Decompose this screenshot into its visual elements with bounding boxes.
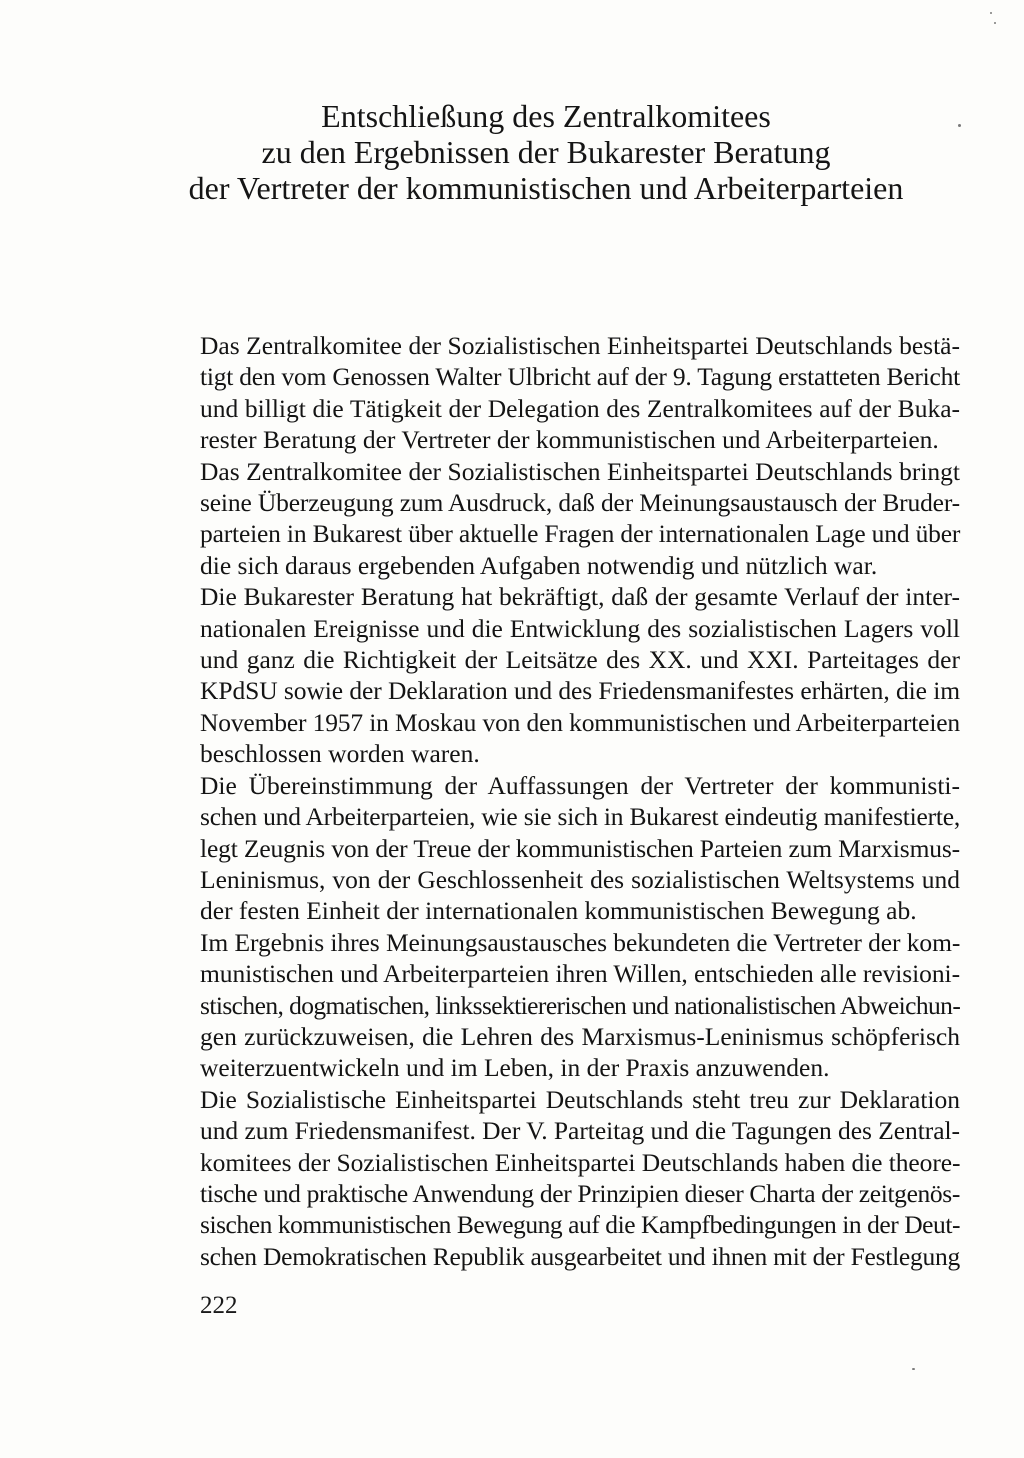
text-line: parteien in Bukarest über aktuelle Fragen der internationalen Lage und über [200, 519, 961, 549]
text-line: tische und praktische Anwendung der Prinzipien dieser Charta der zeitgenös- [200, 1178, 960, 1208]
document-title [170, 98, 922, 206]
text-line: stischen, dogmatischen, linkssektiererischen und nationalistischen Abweichun- [200, 990, 961, 1020]
text-line: schen Demokratischen Republik ausgearbeitet und ihnen mit der Festlegung [200, 1241, 960, 1271]
text-line: KPdSU sowie der Deklaration und des Friedensmanifestes erhärten, die im [200, 676, 960, 706]
page-number: 222 [200, 1292, 238, 1319]
text-line: nationalen Ereignisse und die Entwicklung des sozialistischen Lagers voll [200, 613, 960, 643]
paragraph [200, 927, 960, 1084]
scan-speck [990, 12, 992, 14]
scan-speck [994, 22, 996, 24]
text-line: Das Zentralkomitee der Sozialistischen Einheitspartei Deutschlands bringt [200, 456, 960, 486]
text-line: komitees der Sozialistischen Einheitspartei Deutschlands haben die theore- [200, 1147, 961, 1177]
text-line: Im Ergebnis ihres Meinungsaustausches bekundeten die Vertreter der kom- [200, 927, 961, 957]
text-line: schen und Arbeiterparteien, wie sie sich in Bukarest eindeutig manifestierte, [200, 802, 960, 832]
text-line: rester Beratung der Vertreter der kommunistischen und Arbeiterparteien. [200, 425, 939, 455]
text-line: und ganz die Richtigkeit der Leitsätze des XX. und XXI. Parteitages der [200, 645, 960, 675]
paragraph [200, 330, 960, 456]
paragraph [200, 581, 960, 769]
text-line: Die Übereinstimmung der Auffassungen der Vertreter der kommunisti- [200, 770, 960, 800]
paragraph [200, 456, 960, 582]
title-line: der Vertreter der kommunistischen und Arbeiterparteien [188, 170, 904, 206]
text-line: beschlossen worden waren. [200, 739, 480, 769]
body-text [200, 330, 960, 1272]
text-line: seine Überzeugung zum Ausdruck, daß der Meinungsaustausch der Bruder- [200, 488, 960, 518]
text-line: Die Sozialistische Einheitspartei Deutschlands steht treu zur Deklaration [200, 1084, 960, 1114]
text-line: November 1957 in Moskau von den kommunistischen und Arbeiterparteien [200, 707, 960, 737]
text-line: tigt den vom Genossen Walter Ulbricht auf der 9. Tagung erstatteten Bericht [200, 362, 960, 392]
text-line: Das Zentralkomitee der Sozialistischen Einheitspartei Deutschlands bestä- [200, 331, 960, 360]
text-line: Leninismus, von der Geschlossenheit des sozialistischen Weltsystems und [200, 864, 960, 894]
paragraph [200, 770, 960, 927]
text-line: sischen kommunistischen Bewegung auf die Kampfbedingungen in der Deut- [200, 1210, 960, 1240]
text-line: weiterzuentwickeln und im Leben, in der Praxis anzuwenden. [200, 1053, 830, 1083]
text-line: und zum Friedensmanifest. Der V. Parteitag und die Tagungen des Zentral- [200, 1116, 961, 1146]
text-line: Die Bukarester Beratung hat bekräftigt, daß der gesamte Verlauf der inter- [200, 582, 960, 612]
text-line: und billigt die Tätigkeit der Delegation des Zentralkomitees auf der Buka- [200, 393, 960, 423]
scan-speck [958, 124, 961, 127]
title-line: Entschließung des Zentralkomitees [321, 98, 771, 134]
scan-speck [912, 1368, 915, 1370]
text-line: legt Zeugnis von der Treue der kommunistischen Parteien zum Marxismus- [200, 833, 960, 863]
text-line: die sich daraus ergebenden Aufgaben notwendig und nützlich war. [200, 550, 878, 580]
text-line: der festen Einheit der internationalen kommunistischen Bewegung ab. [200, 896, 917, 926]
title-line: zu den Ergebnissen der Bukarester Beratung [261, 134, 831, 170]
text-line: munistischen und Arbeiterparteien ihren Willen, entschieden alle revisioni- [200, 959, 960, 989]
text-line: gen zurückzuweisen, die Lehren des Marxismus-Leninismus schöpferisch [200, 1021, 960, 1051]
paragraph [200, 1084, 960, 1272]
